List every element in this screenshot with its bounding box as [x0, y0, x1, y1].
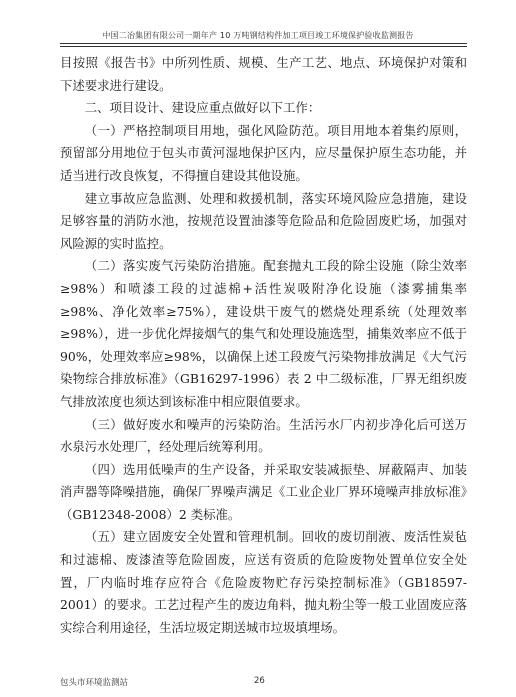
header-rule-bottom — [60, 46, 467, 47]
paragraph-solid-waste: （五）建立固废安全处置和管理机制。回收的废切削液、废活性炭毡和过滤棉、废漆渣等危险固废，应送有资质的危险废物处置单位安全处置，厂内临时堆存应符合《危险废物贮存污染控制标准》（GB18597-2001）的要求。工艺过程产生的废边角料，抛丸粉尘等一般工业固废应落实综合利用途径，生活垃圾定期送城市垃圾填埋场。 — [60, 529, 467, 635]
header-rule-top — [60, 43, 467, 44]
page-number: 26 — [254, 676, 265, 686]
paragraph-emergency-response: 建立事故应急监测、处理和救援机制，落实环境风险应急措施，建设足够容量的消防水池，按规范设置油漆等危险品和危险固废贮场，加强对风险源的实时监控。 — [60, 190, 467, 251]
paragraph-low-noise-equipment: （四）选用低噪声的生产设备，并采取安装减振垫、屏蔽隔声、加装消声器等降噪措施，确保厂界噪声满足《工业企业厂界环境噪声排放标准》（GB12348-2008）2 类标准。 — [60, 461, 467, 522]
paragraph-exhaust-gas-control: （二）落实废气污染防治措施。配套抛丸工段的除尘设施（除尘效率≥98%）和喷漆工段的过滤棉+活性炭吸附净化设施（漆雾捕集率≥98%、净化效率≥75%），建设烘干废气的燃烧处理系统（处理效率≥98%），进一步优化焊接烟气的集气和处理设施选型，捕集效率应不低于90%，处理效率应≥98%，以确保上述工段废气污染物排放满足《大气污染物综合排放标准》（GB16297-1996）表 2 中二级标准，厂界无组织废气排放浓度也须达到该标准中相应限值要求。 — [60, 258, 467, 409]
page-header: 中国二冶集团有限公司一期年产 10 万吨钢结构件加工项目竣工环境保护验收监测报告 — [102, 31, 414, 40]
document-body — [60, 52, 467, 639]
paragraph-land-use-risk: （一）严格控制项目用地，强化风险防范。项目用地本着集约原则，预留部分用地位于包头市黄河湿地保护区内，应尽量保护原生态功能，并适当进行改良恢复，不得擅自建设其他设施。 — [60, 122, 467, 183]
paragraph-compliance-continuation: 目按照《报告书》中所列性质、规模、生产工艺、地点、环境保护对策和下述要求进行建设。 — [60, 55, 467, 93]
footer-organization: 包头市环境监测站 — [60, 678, 129, 688]
paragraph-wastewater-noise: （三）做好废水和噪声的污染防治。生活污水厂内初步净化后可送万水泉污水处理厂，经处理后统筹利用。 — [60, 416, 467, 455]
section-heading-key-tasks: 二、项目设计、建设应重点做好以下工作： — [84, 100, 321, 116]
